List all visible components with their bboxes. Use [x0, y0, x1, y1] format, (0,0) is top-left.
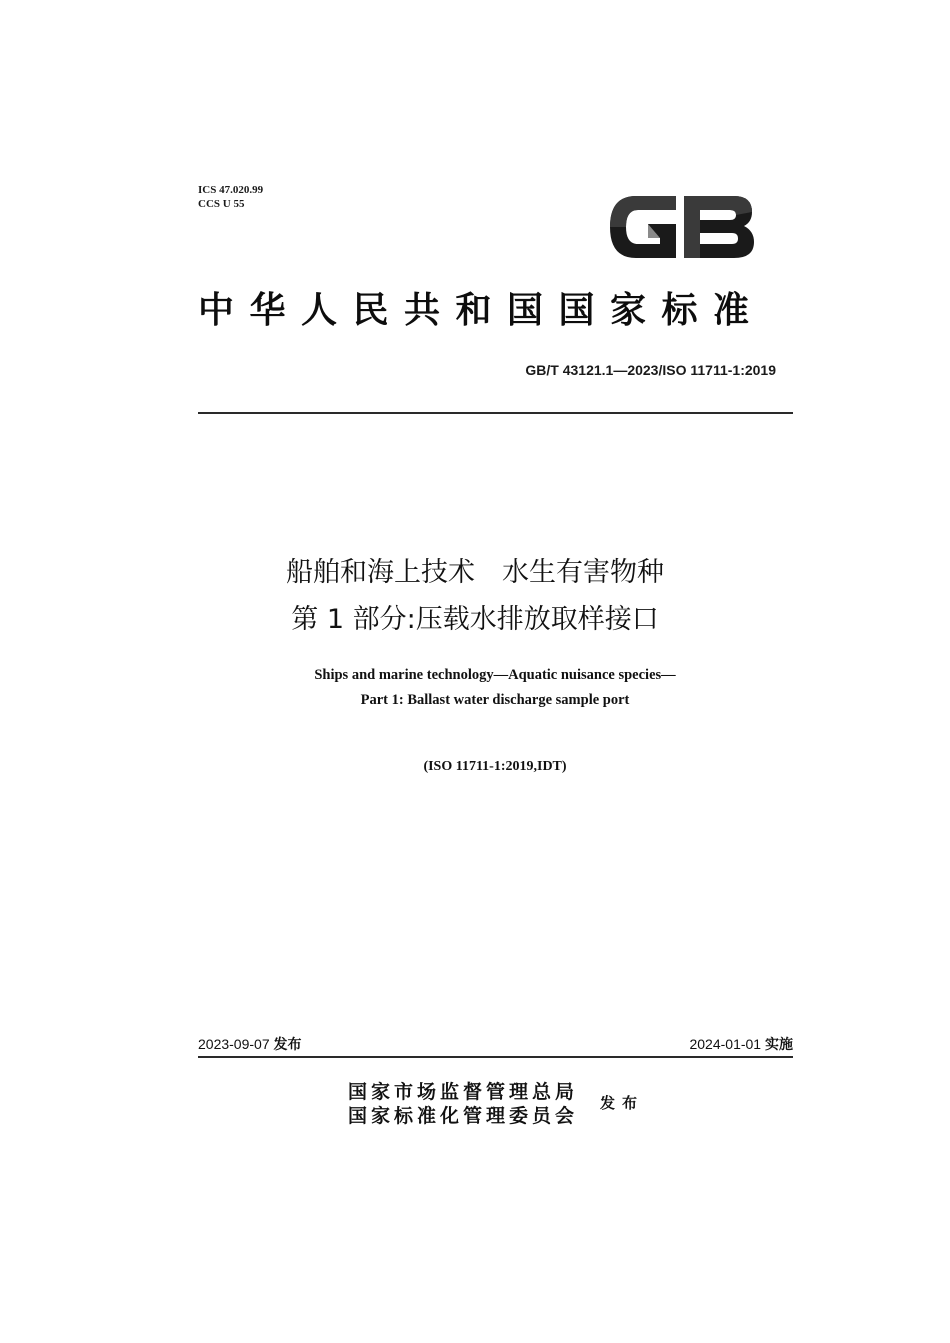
top-divider	[198, 412, 793, 414]
national-standard-title: 中华人民共和国国家标准	[198, 290, 765, 331]
iso-equivalence: (ISO 11711-1:2019,IDT)	[423, 759, 567, 774]
gb-logo-graphic	[606, 186, 756, 268]
publish-label: 发布	[600, 1094, 645, 1112]
issue-label: 发布	[273, 1036, 302, 1052]
standard-number: GB/T 43121.1—2023/ISO 11711-1:2019	[525, 362, 776, 378]
issue-date: 2023-09-07	[198, 1036, 270, 1052]
ccs-code: CCS U 55	[198, 198, 245, 210]
english-title-line-1: Ships and marine technology—Aquatic nuisance species—	[314, 667, 676, 683]
chinese-title-line-1: 船舶和海上技术 水生有害物种	[286, 557, 664, 588]
issuer-samr: 国家市场监督管理总局	[348, 1081, 579, 1103]
chinese-title-line-2: 第 1 部分:压载水排放取样接口	[291, 604, 659, 635]
implementation-label: 实施	[765, 1036, 793, 1052]
issuer-sac: 国家标准化管理委员会	[348, 1105, 579, 1127]
gb-logo	[606, 186, 756, 268]
ics-code: ICS 47.020.99	[198, 184, 264, 196]
english-title-line-2: Part 1: Ballast water discharge sample port	[360, 692, 630, 708]
bottom-divider	[198, 1056, 793, 1058]
classification-codes	[198, 183, 263, 211]
issue-date-block	[198, 1035, 302, 1053]
implementation-date: 2024-01-01	[689, 1036, 762, 1052]
implementation-date-block	[689, 1035, 793, 1053]
